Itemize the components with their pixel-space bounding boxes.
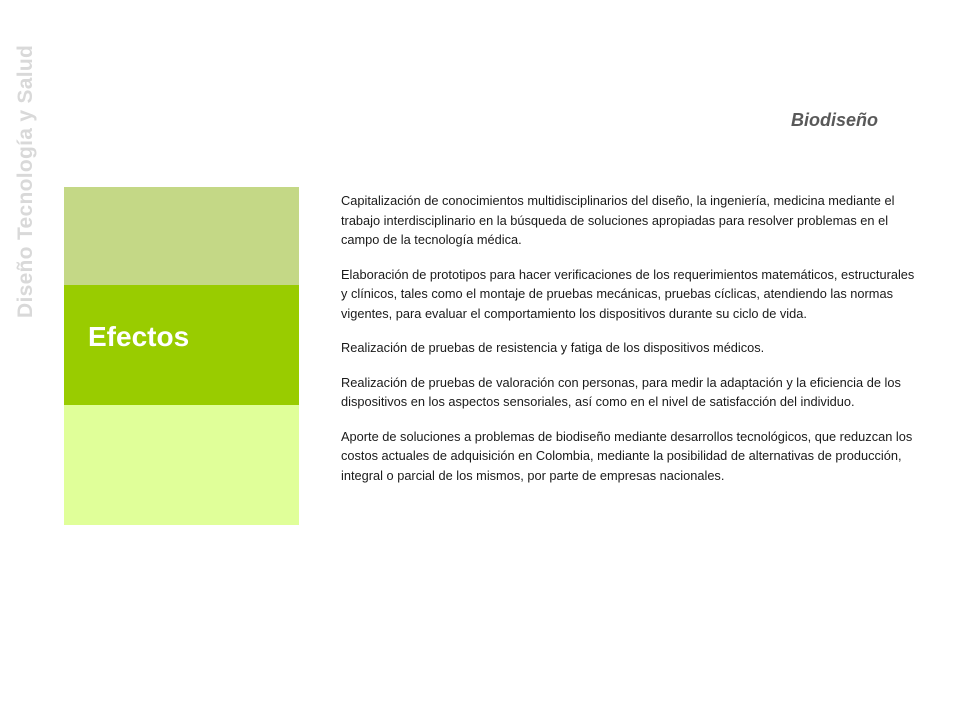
color-block-middle [64, 285, 299, 405]
paragraph: Capitalización de conocimientos multidisciplinarios del diseño, la ingeniería, medicina mediante el trabajo interdisciplinario en la búsqueda de soluciones apropiadas para resolver problemas en el campo de la tecnología médica. [341, 193, 895, 247]
paragraph: Aporte de soluciones a problemas de biodiseño mediante desarrollos tecnológicos, que reduzcan los costos actuales de adquisición en Colombia, mediante la posibilidad de alternativas de producción, integral o parcial de los mismos, por parte de empresas nacionales. [341, 428, 913, 483]
paragraph: Realización de pruebas de valoración con personas, para medir la adaptación y la eficiencia de los dispositivos en los aspectos sensoriales, así como en el nivel de satisfacción del individuo. [341, 374, 901, 409]
paragraph: Elaboración de prototipos para hacer verificaciones de los requerimientos matemáticos, estructurales y clínicos, tales como el montaje de pruebas mecánicas, pruebas cíclicas, atendiendo las normas vigentes, para evaluar el comportamiento los dispositivos durante su ciclo de vida. [341, 266, 915, 321]
vertical-section-title: Diseño Tecnología y Salud [14, 44, 37, 318]
color-block-bottom [64, 405, 299, 525]
paragraph: Realización de pruebas de resistencia y fatiga de los dispositivos médicos. [341, 340, 765, 355]
body-text [341, 191, 916, 500]
page-subtitle: Biodiseño [790, 110, 878, 130]
color-block-top [64, 187, 299, 285]
section-heading-efectos: Efectos [88, 321, 190, 352]
